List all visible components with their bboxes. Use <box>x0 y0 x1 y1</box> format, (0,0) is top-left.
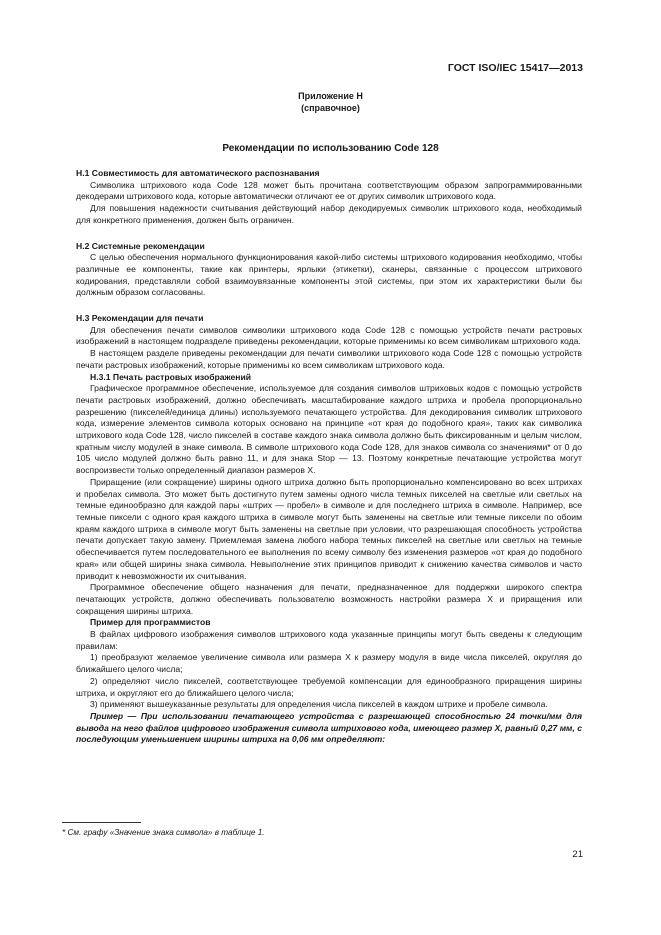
annex-subtitle: (справочное) <box>301 103 360 113</box>
subsection-paragraph: В файлах цифрового изображения символов штрихового кода указанные принципы могут быть сведены к следующим правилам: <box>76 629 582 651</box>
section-h1-heading: Н.1 Совместимость для автоматического распознавания <box>76 168 320 178</box>
footnote-divider <box>62 822 141 823</box>
subsection-heading: Н.3.1 Печать растровых изображений <box>90 371 252 382</box>
section-h3-heading: Н.3 Рекомендации для печати <box>76 313 204 324</box>
footnote: * См. графу «Значение знака символа» в таблице 1. <box>62 828 265 837</box>
section-h1-paragraph: Символика штрихового кода Code 128 может быть прочитана соответствующим образом запрограммированными декодерами штрихового кода, которые автоматически отличают ее от других символик штрихового кода. <box>76 179 582 202</box>
subsection-paragraph: Программное обеспечение общего назначения для печати, предназначенное для поддержки широкого спектра печатающих устройств, должно обеспечивать пользователю возможность настройки размера X и приращения или сокращения ширины штриха. <box>76 582 582 616</box>
rule-item: 1) преобразуют желаемое увеличение символа или размера X к размеру модуля в виде числа пикселей, округляя до ближайшего целого числа; <box>76 652 582 675</box>
body-content <box>76 168 582 746</box>
section-h1-paragraph: Для повышения надежности считывания действующий набор декодируемых символик штрихового кода, необходимый для конкретного применения, должен быть ограничен. <box>76 203 582 225</box>
standard-header: ГОСТ ISO/IEC 15417—2013 <box>447 62 583 74</box>
subsection-paragraph: Приращение (или сокращение) ширины одного штриха должно быть пропорционально компенсировано во всех штрихах и пробелах символа. Это может быть достигнуто путем замены одного числа темных пикселей на светлые или светлых на темные единообразно для каждой пары «штрих — пробел» в символе и для последнего штриха в символе. Например, все темные пиксели с одного края каждого штриха в символе могут быть заменены на светлые или темные пиксели по обоим краям каждого штриха в символе могут быть заменены на светлые при условии, что разрешающая способность устройства печати допускает такую замену. Приемлемая замена любого набора темных пикселей на светлые или светлых на темные обеспечивается путем последовательного ее выполнения по всему символу без изменения размеров «от края до подобного края» или общей ширины знака символа. Невыполнение этих принципов приводит к снижению качества символов и часто приводит к невозможности их считывания. <box>76 476 582 581</box>
example-heading: Пример для программистов <box>90 617 211 628</box>
example-paragraph: Пример — При использовании печатающего устройства с разрешающей способностью 24 точки/мм для вывода на него файлов цифрового изображения символа штрихового кода, имеющего размер X, равный 0,27 мм, с последующим уменьшением ширины штриха на 0,06 мм определяют: <box>76 710 582 745</box>
section-h2-paragraph: С целью обеспечения нормального функционирования какой-либо системы штрихового кодирования необходимо, чтобы различные ее компоненты, такие как принтеры, ярлыки (этикетки), сканеры, связанные с процессом штрихового кодирования, представляли собой взаимоувязанные компоненты этой системы, при этом их характеристики были бы должным образом согласованы. <box>76 252 582 298</box>
page-title: Рекомендации по использованию Code 128 <box>222 143 439 154</box>
rule-item: 2) определяют число пикселей, соответствующее требуемой компенсации для единообразного приращения ширины штриха, и округляют его до ближайшего целого числа; <box>76 675 582 698</box>
subsection-paragraph: Графическое программное обеспечение, используемое для создания символов штриховых кодов с помощью устройств печати растровых изображений, должно обеспечивать масштабирование каждого штриха и пробела пропорционально разрешению (пикселей/единица длины) используемого печатающего устройства. Для декодирования символик штрихового кода, измерение элементов символа которых основано на принципе «от края до подобного края», таких как символика штрихового кода Code 128, число пикселей в составе каждого знака символа должно быть фиксированным и целым числом, кратным числу модулей в знаке символа. В символе штрихового кода Code 128, для знаков символа со значениями* от 0 до 105 число модулей должно быть равно 11, и для знака Stop — 13. Поэтому конкретные печатающие устройства могут воспроизвести только определенный диапазон размеров X. <box>76 383 582 476</box>
section-h3-paragraph: В настоящем разделе приведены рекомендации для печати символики штрихового кода Code 128 с помощью устройств печати растровых изображений, которые применимы ко всем символикам штрихового кода. <box>76 348 582 370</box>
rule-item: 3) применяют вышеуказанные результаты для определения числа пикселей в каждом штрихе и пробеле символа. <box>90 699 548 710</box>
section-h2-heading: Н.2 Системные рекомендации <box>76 240 205 251</box>
section-h3-paragraph: Для обеспечения печати символов символики штрихового кода Code 128 с помощью устройств печати растровых изображений в настоящем подразделе приведены рекомендации, которые применимы ко всем символикам штрихового кода. <box>76 324 582 347</box>
page-number: 21 <box>572 849 583 860</box>
annex-title: Приложение Н <box>298 91 363 101</box>
